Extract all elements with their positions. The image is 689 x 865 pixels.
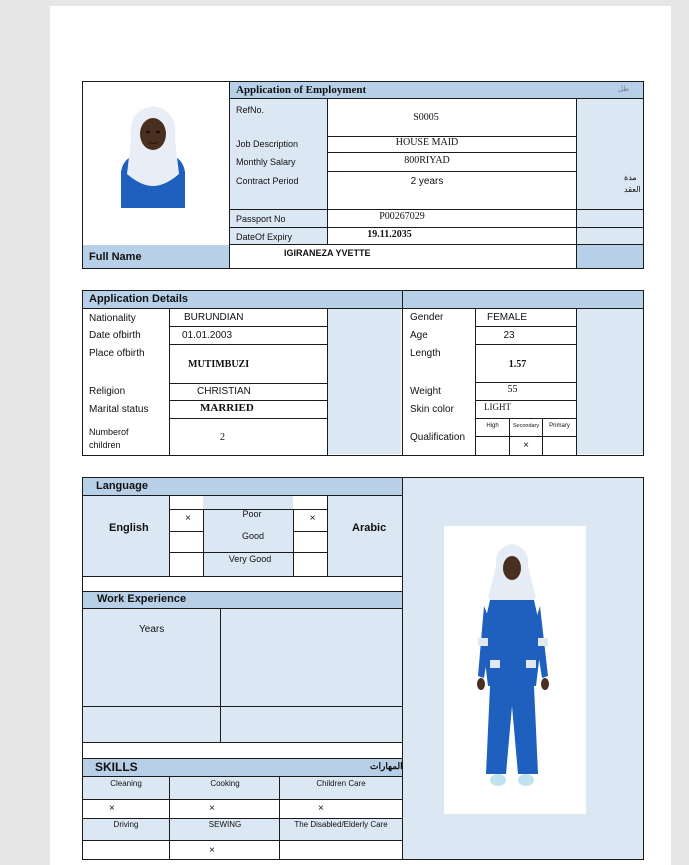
skin-value: LIGHT xyxy=(484,402,511,412)
skill-elderly-label: The Disabled/Elderly Care xyxy=(294,820,388,829)
qualification-label: Qualification xyxy=(410,432,466,443)
expiry-label: DateOf Expiry xyxy=(236,232,293,242)
contract-value: 2 years xyxy=(410,176,444,187)
level-very-good-label: Very Good xyxy=(228,554,272,564)
job-label: Job Description xyxy=(236,139,299,149)
fullname-label: Full Name xyxy=(89,251,142,263)
pob-value: MUTIMBUZI xyxy=(188,359,250,370)
skill-sewing-mark: × xyxy=(209,845,215,856)
language-section-label: Language xyxy=(96,480,148,492)
age-label: Age xyxy=(410,330,428,341)
details-section-label: Application Details xyxy=(89,293,189,305)
gender-label: Gender xyxy=(410,312,444,323)
gender-value: FEMALE xyxy=(487,312,528,323)
weight-value: 55 xyxy=(507,384,518,395)
english-cell xyxy=(83,496,169,576)
arabic-poor-mark: × xyxy=(309,513,316,524)
skills-section-label-ar: المهارات xyxy=(370,761,403,771)
pob-label: Place ofbirth xyxy=(89,348,145,359)
qual-secondary-label: Secondary xyxy=(512,423,540,429)
fullname-value: IGIRANEZA YVETTE xyxy=(284,248,371,258)
skill-childcare-label: Children Care xyxy=(316,779,366,788)
children-value: 2 xyxy=(220,432,225,443)
length-value: 1.57 xyxy=(508,359,527,370)
qual-primary-label: Primary xyxy=(549,423,570,429)
english-poor-mark: × xyxy=(185,513,191,524)
skill-driving-label: Driving xyxy=(113,820,139,829)
skill-childcare-mark: × xyxy=(318,803,324,814)
english-label: English xyxy=(109,522,149,534)
religion-value: CHRISTIAN xyxy=(197,386,251,397)
children-label-line2: children xyxy=(89,440,121,450)
skills-section-label: SKILLS xyxy=(95,760,138,774)
job-value: HOUSE MAID xyxy=(395,137,459,148)
years-label: Years xyxy=(139,624,165,635)
refno-value: S0005 xyxy=(413,112,439,123)
dob-value: 01.01.2003 xyxy=(182,330,233,341)
expiry-value: 19.11.2035 xyxy=(367,229,412,240)
arabic-label: Arabic xyxy=(352,522,387,534)
salary-label: Monthly Salary xyxy=(236,157,296,167)
children-label-line1: Numberof xyxy=(89,427,129,437)
full-body-photo xyxy=(444,526,586,814)
form-title-ar: طل xyxy=(618,86,629,93)
marital-label: Marital status xyxy=(89,404,149,415)
length-label: Length xyxy=(410,348,441,359)
religion-label: Religion xyxy=(89,386,126,397)
details-ar-left-column xyxy=(328,309,401,454)
weight-label: Weight xyxy=(410,386,441,397)
qual-secondary-mark: × xyxy=(523,440,529,451)
skill-cooking-label: Cooking xyxy=(210,779,240,788)
work-section-label: Work Experience xyxy=(97,593,187,605)
passport-label: Passport No xyxy=(236,214,286,224)
skill-cleaning-label: Cleaning xyxy=(110,779,142,788)
level-good-label: Good xyxy=(241,531,265,541)
contract-label-ar: مدة العقد xyxy=(624,173,641,194)
fullname-ar-cell xyxy=(577,245,643,268)
passport-value: P00267029 xyxy=(379,211,425,222)
age-value: 23 xyxy=(503,330,515,341)
contract-label: Contract Period xyxy=(236,176,299,186)
skill-cooking-mark: × xyxy=(209,803,215,814)
details-ar-right-column xyxy=(577,309,643,454)
work-table-body xyxy=(83,609,402,742)
skill-sewing-label: SEWING xyxy=(208,820,242,829)
nationality-value: BURUNDIAN xyxy=(184,312,244,323)
qual-high-label: High xyxy=(486,423,499,429)
salary-value: 800RIYAD xyxy=(404,155,450,166)
skill-cleaning-mark: × xyxy=(109,803,115,814)
nationality-label: Nationality xyxy=(89,313,136,324)
dob-label: Date ofbirth xyxy=(89,330,141,341)
form-title: Application of Employment xyxy=(236,84,367,96)
refno-label: RefNo. xyxy=(236,105,265,115)
level-poor-label: Poor xyxy=(242,509,262,519)
portrait-photo xyxy=(117,100,189,208)
arabic-cell xyxy=(328,496,402,576)
skin-label: Skin color xyxy=(410,404,454,415)
marital-value: MARRIED xyxy=(200,402,254,414)
